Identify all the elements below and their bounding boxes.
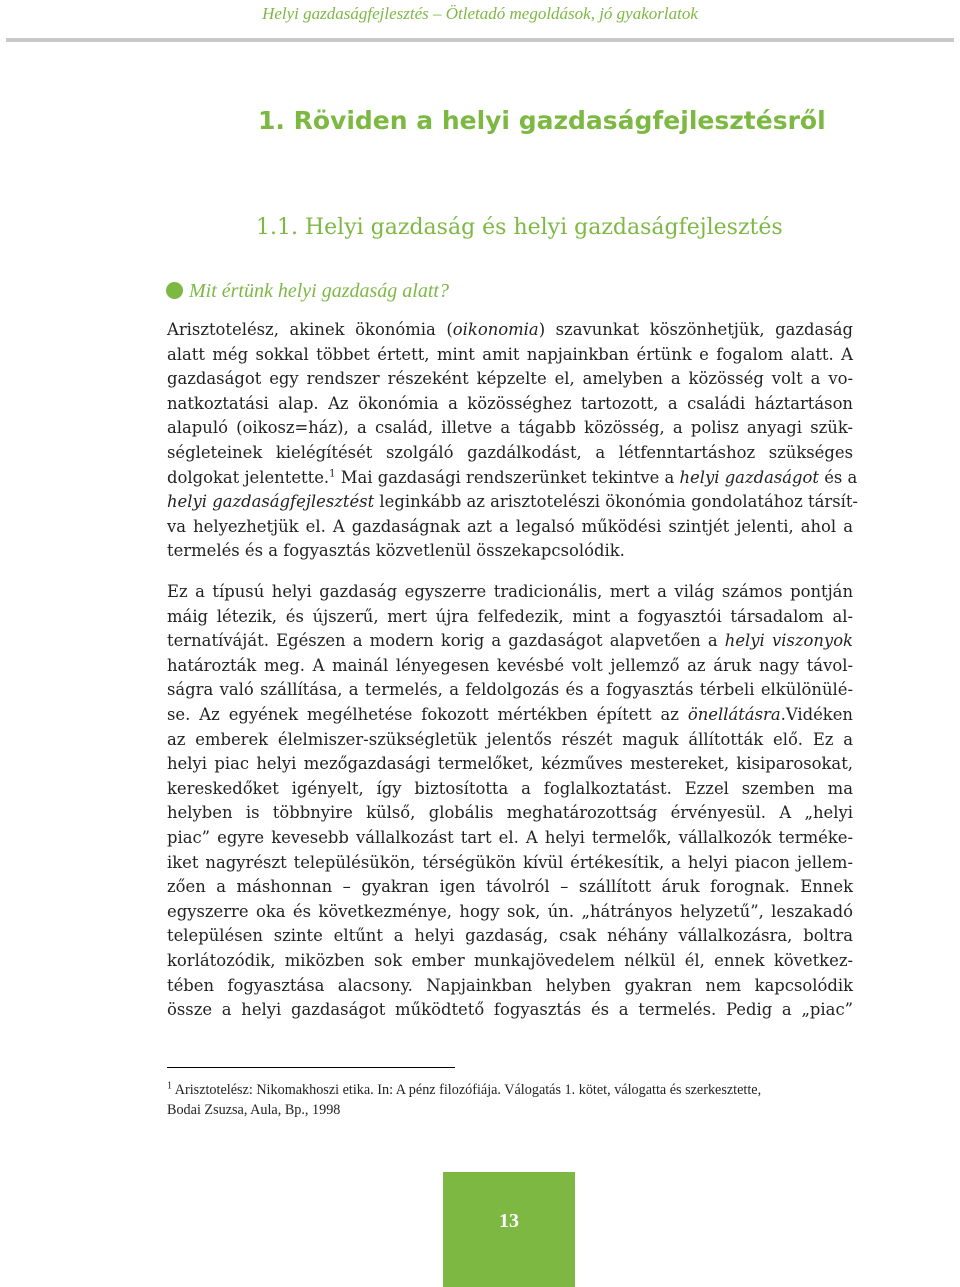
paragraph-line: korlátozódik, miközben sok ember munkajövedelem nélkül él, ennek következ- [167,950,853,970]
paragraph-line: natkoztatási alap. Az ökonómia a közösséghez tartozott, a családi háztartáson [167,393,853,413]
paragraph-line: össze a helyi gazdaságot működtető fogyasztás és a termelés. Pedig a „piac” [167,1000,853,1020]
paragraph-line: kereskedőket igényelt, így biztosította a foglalkoztatást. Ezzel szemben ma [167,778,853,798]
paragraph-line: máig létezik, és újszerű, mert újra felfedezik, mint a fogyasztói társadalom al- [167,606,853,626]
paragraph-line: Arisztotelész, akinek ökonómia (oikonomia) szavunkat köszönhetjük, gazdaság [167,320,853,339]
subheading [166,280,449,303]
emphasis: oikonomia [452,320,539,339]
paragraph-line: dolgokat jelentette.$^1$ Mai gazdasági rendszerünket tekintve a helyi gazdaságot és a [167,467,858,487]
emphasis: helyi gazdaságfejlesztést [167,492,375,512]
running-header: Helyi gazdaságfejlesztés – Ötletadó megoldások, jó gyakorlatok [262,4,698,23]
paragraph-line: alapuló (oikosz=ház), a család, illetve a tágabb közösség, a polisz anyagi szük- [167,418,853,438]
paragraph-line: ternatíváját. Egészen a modern korig a gazdaságot alapvetően a helyi viszonyok [167,631,853,651]
paragraph-line: határozták meg. A mainál lényegesen kevésbé volt jellemző az áruk nagy távol- [167,655,853,675]
paragraph-line: va helyezhetjük el. A gazdaságnak azt a legalsó működési szintjét jelenti, ahol a [167,516,853,536]
paragraph-line: helyben is többnyire külső, globális meghatározottság érvényesül. A „helyi [167,803,853,823]
paragraph-line: helyi piac helyi mezőgazdasági termelőket, kézműves mestereket, kisiparosokat, [167,754,853,774]
paragraph-line: az emberek élelmiszer-szükségletük jelentős részét maguk állították elő. Ez a [167,729,853,749]
paragraph-line: piac” egyre kevesebb vállalkozást tart el. A helyi termelők, vállalkozók terméke- [167,827,853,847]
paragraph-line: településen szinte eltűnt a helyi gazdaság, csak néhány vállalkozásra, boltra [167,926,853,946]
paragraph-line: gazdaságot egy rendszer részeként képzelte el, amelyben a közösség volt a vo- [167,369,853,389]
chapter-title: 1. Röviden a helyi gazdaságfejlesztésről [258,106,826,135]
footnote-reference[interactable]: 1 [329,468,336,480]
paragraph-line: iket nagyrészt településükön, térségükön kívül értékesítik, a helyi piacon jellem- [167,852,853,872]
paragraph-line: termelés és a fogyasztás közvetlenül összekapcsolódik. [167,541,625,561]
paragraph-line: egyszerre oka és következménye, hogy sok, ún. „hátrányos helyzetű”, leszakadó [167,901,853,921]
footnote [167,1080,853,1120]
header-divider [6,38,954,42]
paragraph-line: tében fogyasztása alacsony. Napjainkban helyben gyakran nem kapcsolódik [167,975,853,995]
footnote-divider [167,1067,455,1068]
emphasis: önellátásra [687,704,781,724]
paragraph-line: helyi gazdaságfejlesztést leginkább az arisztotelészi ökonómia gondolatához társít- [167,492,858,512]
paragraph-line: Ez a típusú helyi gazdaság egyszerre tradicionális, mert a világ számos pontján [167,582,853,601]
page-number-badge [443,1172,575,1287]
emphasis: helyi gazdaságot [679,467,819,487]
paragraph-line: ségleteinek kielégítését szolgáló gazdálkodást, a létfenntartáshoz szükséges [167,442,853,462]
page-number: 13 [499,1210,519,1232]
emphasis: helyi viszonyok [724,631,853,651]
paragraph-line: alatt még sokkal többet értett, mint amit napjainkban értünk e fogalom alatt. A [167,344,853,364]
footnote-marker: 1 [167,1080,172,1092]
paragraph-line: zően a máshonnan – gyakran igen távolról – szállított áruk forognak. Ennek [167,877,853,897]
footnote-line: $^1$ Arisztotelész: Nikomakhoszi etika. In: A pénz filozófiája. Válogatás 1. kötet, válogatta és szerkesztette, [167,1080,762,1098]
section-title: 1.1. Helyi gazdaság és helyi gazdaságfejlesztés [256,215,783,240]
paragraph-line: ságra való szállítása, a termelés, a feldolgozás és a fogyasztás térbeli elkülönülé- [167,680,853,700]
paragraph-line: se. Az egyének megélhetése fokozott mértékben épített az önellátásra.Vidéken [167,704,853,724]
footnote-line: Bodai Zsuzsa, Aula, Bp., 1998 [167,1102,341,1118]
bullet-icon [166,282,183,299]
paragraph-2 [167,580,853,1023]
paragraph-1 [167,318,858,564]
subheading-text: Mit értünk helyi gazdaság alatt? [189,280,449,302]
